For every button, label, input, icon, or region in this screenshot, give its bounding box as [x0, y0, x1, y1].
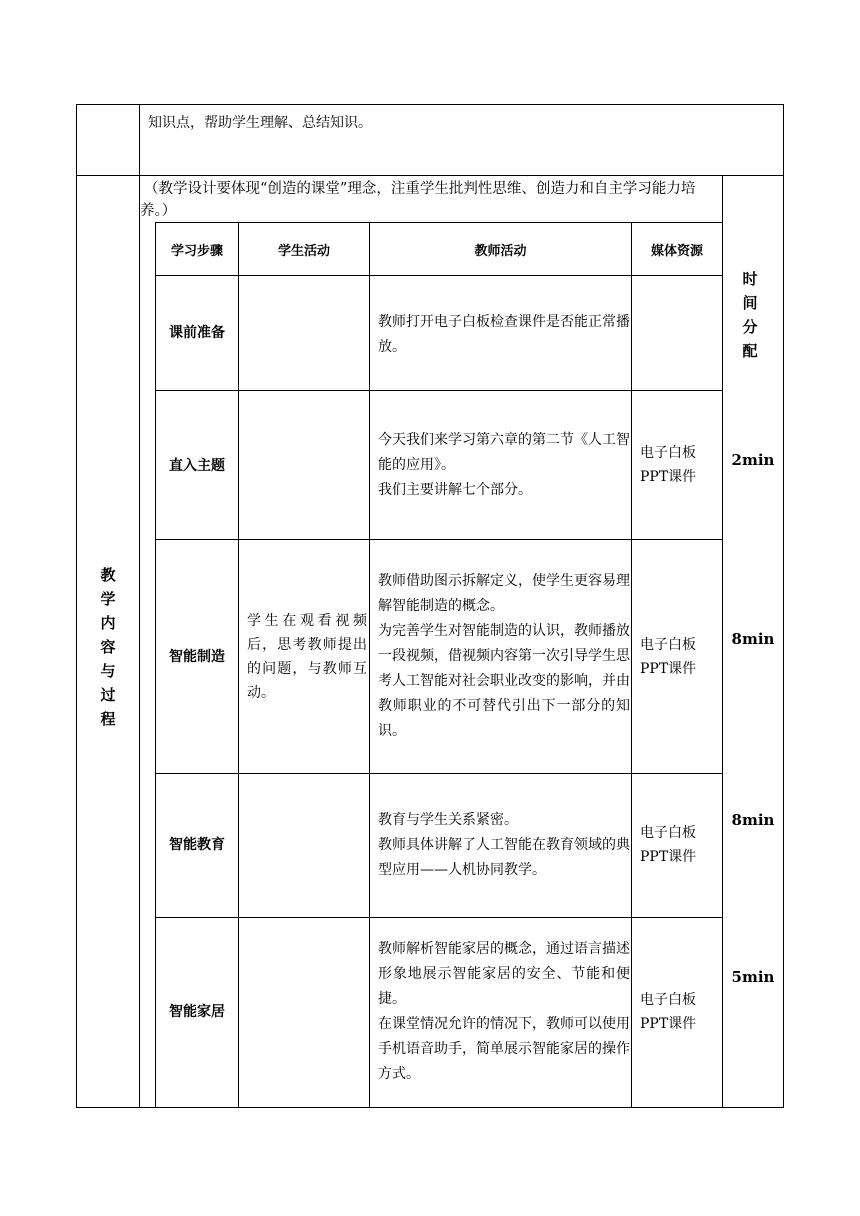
row-step: 智能家居: [169, 1004, 225, 1020]
row-teacher: 教师打开电子白板检查课件是否能正常播放。: [378, 314, 630, 355]
header-media: 媒体资源: [650, 244, 703, 259]
row-teacher: 教师借助图示拆解定义，使学生更容易理解智能制造的概念。 为完善学生对智能制造的认识，教师播放一段视频，借视频内容第一次引导学生思考人工智能对社会职业改变的影响，并由教师职业的不可替代引出下一部分的知识。: [378, 573, 630, 739]
time-header: [728, 267, 778, 363]
row-teacher: 教育与学生关系紧密。 教师具体讲解了人工智能在教育领域的典型应用——人机协同教学。: [378, 812, 630, 878]
row-time: 8min: [731, 630, 775, 648]
row-step: 智能制造: [169, 649, 225, 665]
row-media: 电子白板 PPT课件: [640, 445, 697, 485]
row-time: 8min: [731, 811, 775, 829]
row-time: 5min: [731, 968, 775, 986]
row-media: 电子白板 PPT课件: [640, 825, 697, 865]
row-step: 智能教育: [169, 837, 225, 853]
header-student: 学生活动: [277, 244, 330, 259]
row-time: 2min: [731, 451, 775, 469]
section-intro: （教学设计要体现“创造的课堂”理念，注重学生批判性思维、创造力和自主学习能力培养。）: [140, 181, 696, 219]
top-row-text: 知识点，帮助学生理解、总结知识。: [148, 115, 372, 131]
section-label: [96, 563, 120, 731]
row-step: 直入主题: [169, 458, 225, 474]
row-media: 电子白板 PPT课件: [640, 637, 697, 677]
row-student: 学生在观看视频后，思考教师提出的问题，与教师互动。: [247, 613, 367, 701]
header-step: 学习步骤: [170, 244, 223, 259]
row-teacher: 今天我们来学习第六章的第二节《人工智能的应用》。 我们主要讲解七个部分。: [378, 432, 630, 498]
row-media: 电子白板 PPT课件: [640, 992, 697, 1032]
header-teacher: 教师活动: [474, 244, 527, 259]
section-label-text: 教学内容与过程: [100, 566, 116, 728]
row-step: 课前准备: [169, 325, 225, 341]
time-header-text: 时 间 分 配: [742, 270, 764, 360]
row-teacher: 教师解析智能家居的概念，通过语言描述形象地展示智能家居的安全、节能和便捷。 在课堂情况允许的情况下，教师可以使用手机语音助手，简单展示智能家居的操作方式。: [378, 941, 630, 1082]
